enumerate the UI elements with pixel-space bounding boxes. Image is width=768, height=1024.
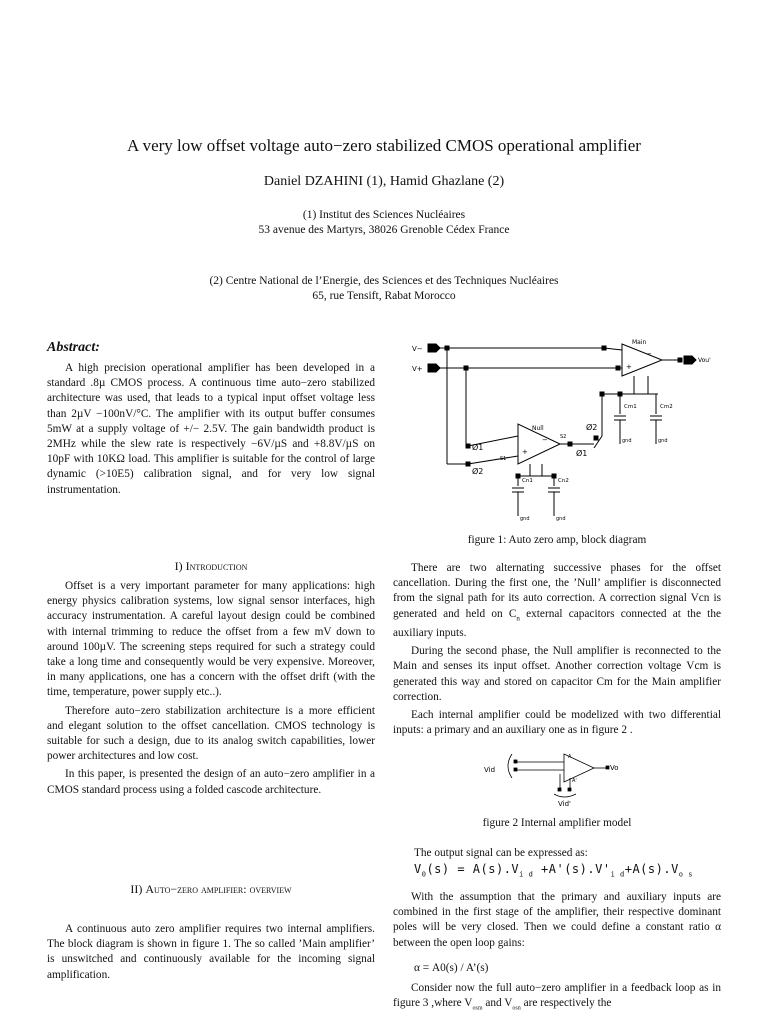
section-1-body — [47, 579, 375, 798]
feedback-text-3: are respectively the — [520, 997, 612, 1010]
phase-paragraph-2: During the second phase, the Null amplifier is reconnected to the Main and senses its input offset. Another correction voltage Vcm is generated this way and stored on capacitor Cm for the Main amplifier correction. — [393, 645, 721, 703]
formula-term-3: +A(s).V — [624, 862, 679, 876]
cn1-label: Cn1 — [522, 478, 533, 484]
formula-lhs-sub: 0 — [421, 870, 427, 879]
cm1-label: Cm1 — [624, 404, 637, 410]
section-2-title: Auto−zero amplifier: overview — [145, 882, 292, 896]
formula-sub-3: o s — [678, 870, 693, 879]
affiliation-1-line-1: (1) Institut des Sciences Nucléaires — [302, 209, 466, 221]
formula-mid: (s) = A(s).V — [426, 862, 520, 876]
section-1-number: I) — [174, 559, 183, 573]
vout-label: Vou' — [698, 357, 711, 364]
feedback-text-1: Consider now the full auto−zero amplifier in a feedback loop as in figure 3 ,where V — [393, 982, 721, 1010]
phi1-main-label: Ø1 — [576, 449, 588, 458]
vo-label: Vo — [610, 764, 619, 772]
intro-paragraph-1: Offset is a very important parameter for many applications: high energy physics calibration systems, low signal sensor interfaces, high accuracy instrumentation. A careful layout design could be combined with internal trimming to reduce the offset from a few mV down to around 100µV. The screening steps required for such a strategy could take a long time and consequently would be very expensive. Moreover, in many applications, one has a concern with the offset drift (with the time, temperature, power supply etc..). — [47, 580, 375, 699]
main-label: Main — [632, 339, 647, 346]
gain-aprime-label: A' — [572, 778, 577, 784]
vplus-label: V+ — [412, 365, 423, 373]
phase-paragraph-1-tail: external capacitors connected at the the auxiliary inputs. — [393, 607, 721, 640]
cn2-label: Cn2 — [558, 478, 569, 484]
feedback-text-2: and V — [482, 997, 513, 1010]
gain-a-label: A — [568, 754, 572, 760]
formula-sub-2: i d — [610, 870, 625, 879]
gnd-label-2: gnd — [658, 438, 668, 444]
null-plus-label: + — [522, 448, 528, 456]
affiliation-1-line-2: 53 avenue des Martyrs, 38026 Grenoble Cédex France — [258, 224, 510, 236]
null-minus-label: − — [542, 436, 548, 444]
alpha-equation: α = A0(s) / A’(s) — [414, 962, 489, 974]
abstract-text: A high precision operational amplifier has been developed in a standard .8µ CMOS process. A continuous time auto−zero stabilized architecture was used, that leads to a typical input offset voltage less than 2µV −100nV/°C. The amplifier with its output buffer consumes 5mW at a supply voltage of +/− 2.5V. The gain bandwidth product is 2MHz while the slew rate is respectively −6V/µS and +8.8V/µS on 10pF with 10KΩ load. This amplifier is suitable for the control of large dynamic (>10E5) calibration signal, and for very low signal instrumentation. — [47, 362, 375, 496]
s2-label: S2 — [560, 434, 567, 440]
phase-paragraph-1 — [393, 561, 721, 641]
vidprime-label: Vid' — [558, 800, 571, 808]
section-2-body — [47, 922, 375, 983]
right-column-body — [393, 561, 721, 738]
affiliation-2-line-1: (2) Centre National de l’Energie, des Sciences et des Techniques Nucléaires — [209, 275, 559, 287]
vidprime-bracket — [554, 794, 576, 797]
gnd-label-1: gnd — [622, 438, 632, 444]
paper-title: A very low offset voltage auto−zero stabilized CMOS operational amplifier — [127, 136, 641, 155]
vminus-label: V− — [412, 345, 423, 353]
assumption-paragraph: With the assumption that the primary and auxiliary inputs are combined in the first stage of the amplifier, their respective dominant poles will be very closed. Then we could define a constant ratio α between the open loop gains: — [393, 891, 721, 949]
vminus-pin — [428, 344, 440, 352]
vid-label: Vid — [484, 766, 496, 774]
vid-bracket — [508, 754, 512, 778]
main-plus-label: + — [626, 363, 632, 371]
figure-1-block-diagram — [408, 336, 718, 526]
vosm-subscript: osm — [472, 1005, 483, 1012]
affiliation-1 — [0, 208, 768, 238]
author-list: Daniel DZAHINI (1), Hamid Ghazlane (2) — [263, 174, 505, 189]
vplus-pin — [428, 364, 440, 372]
phi2-null-label: Ø2 — [472, 467, 484, 476]
feedback-paragraph — [393, 981, 721, 1017]
section-2-heading — [47, 882, 375, 897]
main-minus-label: − — [646, 350, 652, 358]
vout-pin — [684, 356, 696, 364]
formula-term-2: +A'(s).V' — [533, 862, 611, 876]
affiliation-2 — [0, 274, 768, 304]
gnd-label-3: gnd — [520, 516, 530, 522]
abstract-heading: Abstract: — [47, 340, 100, 355]
phase-paragraph-3: Each internal amplifier could be modelized with two differential inputs: a primary and an auxiliary one as in figure 2 . — [393, 709, 721, 737]
intro-paragraph-3: In this paper, is presented the design of an auto−zero amplifier in a CMOS standard process using a folded cascode architecture. — [47, 768, 375, 796]
null-label: Null — [532, 425, 544, 432]
section-1-heading — [47, 559, 375, 574]
output-signal-text: The output signal can be expressed as: — [414, 847, 588, 859]
cn-subscript: n — [516, 613, 520, 622]
formula-lhs: V — [414, 862, 422, 876]
section-1-title: Introduction — [185, 559, 248, 573]
main-amplifier — [622, 344, 662, 376]
s1-label: S1 — [500, 456, 507, 462]
vosn-subscript: osn — [512, 1005, 521, 1012]
phi1-null-label: Ø1 — [472, 443, 484, 452]
formula-sub-1: i d — [519, 870, 534, 879]
phase-paragraph-1-text: There are two alternating successive phases for the offset cancellation. During the first one, the ’Null’ amplifier is disconnected from the signal path for its auto correction. A correction signal Vcn is generated and held on C — [393, 562, 721, 620]
affiliation-2-line-2: 65, rue Tensift, Rabat Morocco — [312, 290, 456, 302]
cm2-label: Cm2 — [660, 404, 673, 410]
figure-1-caption: figure 1: Auto zero amp, block diagram — [467, 534, 647, 546]
gnd-label-4: gnd — [556, 516, 566, 522]
output-formula — [414, 862, 724, 878]
figure-2-caption: figure 2 Internal amplifier model — [482, 817, 632, 829]
phi2-main-label: Ø2 — [586, 423, 598, 432]
figure-2-amplifier-model — [482, 748, 632, 810]
overview-paragraph-1: A continuous auto zero amplifier requires two internal amplifiers. The block diagram is shown in figure 1. The so called ’Main amplifier’ is unswitched and continuously available for the incoming signal amplification. — [47, 923, 375, 981]
section-2-number: II) — [130, 882, 143, 896]
intro-paragraph-2: Therefore auto−zero stabilization architecture is a more efficient and elegant solution to the offset cancellation. CMOS technology is suitable for such a design, due to its analog switch capabilities, lower power architectures and low cost. — [47, 704, 375, 763]
